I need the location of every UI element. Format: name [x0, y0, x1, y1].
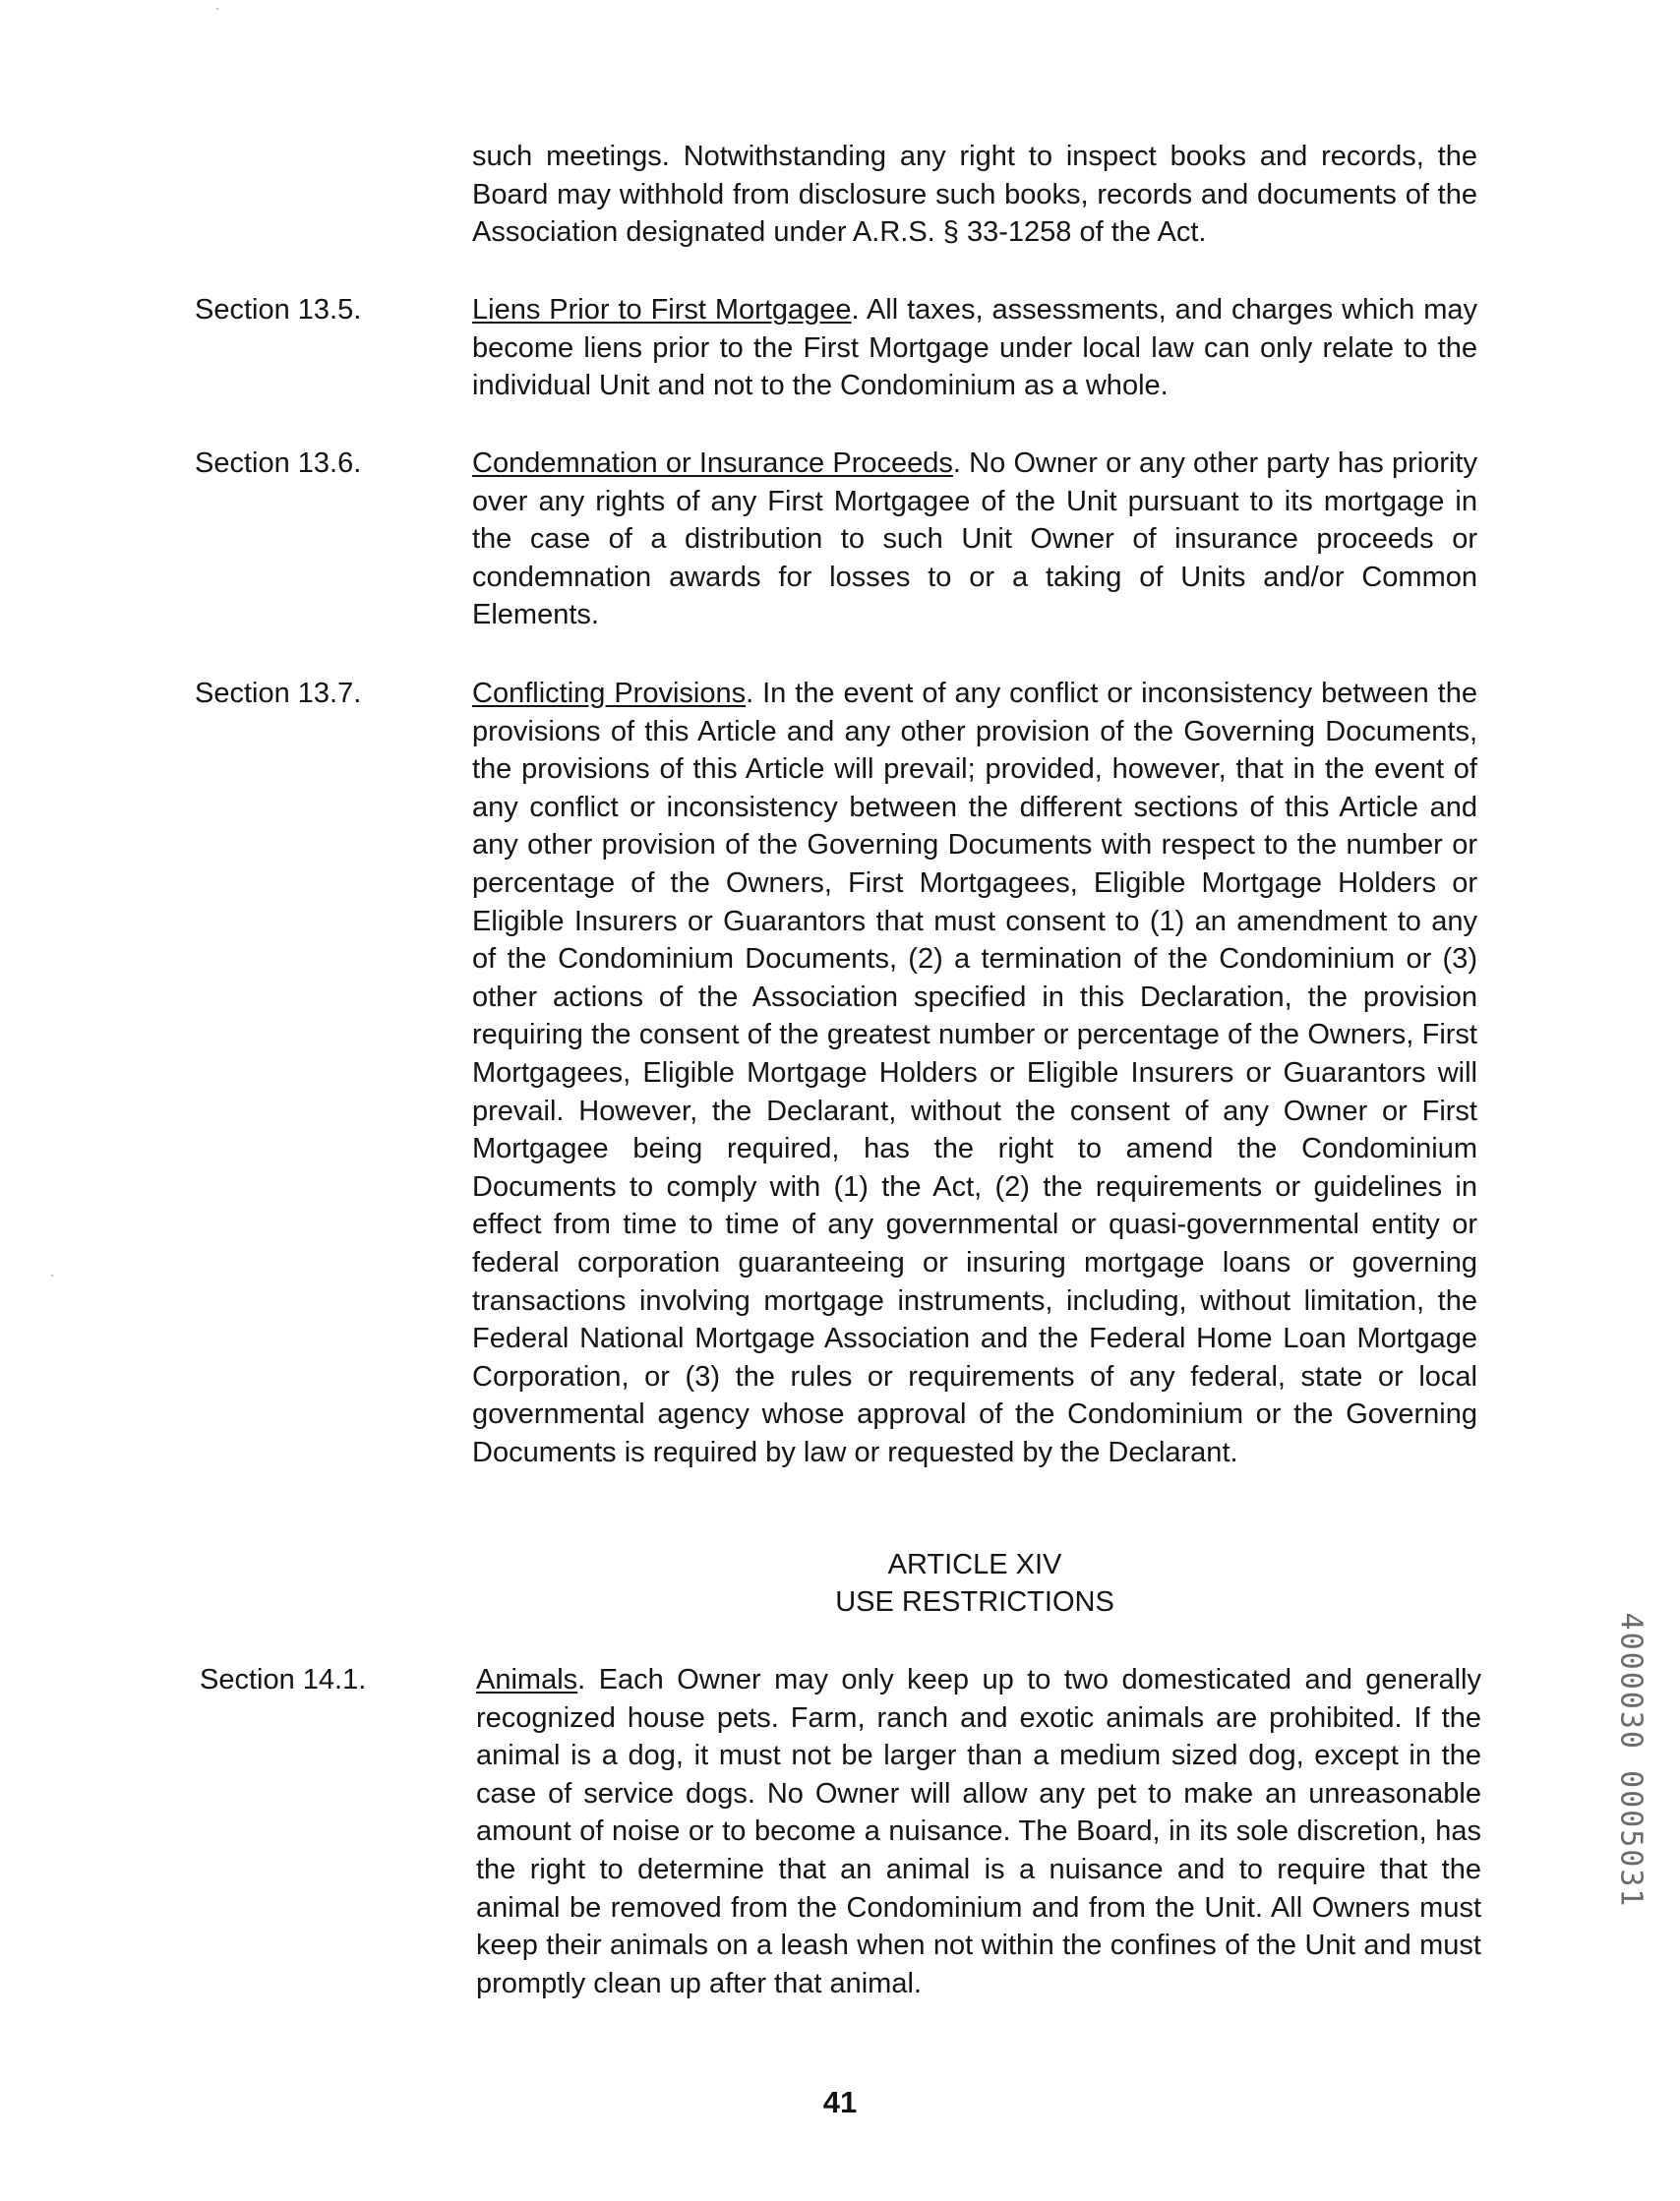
section-13-6-body: . No Owner or any other party has priority over any rights of any First Mortgagee of the Unit pursuant to its mortgage in the case of a distribution to such Unit Owner of insurance proceeds or condemnation awards for losses to or a taking of Units and/or Common Elements.: [472, 447, 1477, 631]
recording-stamp: [1611, 1574, 1650, 1947]
section-13-5-text: [472, 291, 1477, 405]
recording-stamp-text: 4000030 0005031: [1613, 1612, 1649, 1909]
page-number: 41: [822, 2085, 858, 2119]
intro-paragraph: such meetings. Notwithstanding any right to inspect books and records, the Board may withhold from disclosure such books, records and documents of the Association designated under A.R.S. § 33-1258 of the Act.: [472, 141, 1477, 249]
section-13-5-body: . All taxes, assessments, and charges which may become liens prior to the First Mortgage under local law can only relate to the individual Unit and not to the Condominium as a whole.: [472, 294, 1477, 402]
section-label-13-7: Section 13.7.: [195, 678, 362, 709]
scan-speck: [216, 8, 218, 10]
article-title: USE RESTRICTIONS: [835, 1586, 1114, 1618]
section-13-6-title: Condemnation or Insurance Proceeds: [472, 447, 953, 479]
section-13-7-text: [472, 675, 1477, 1471]
section-13-7-title: Conflicting Provisions: [472, 678, 747, 709]
section-label-14-1: Section 14.1.: [200, 1664, 367, 1695]
section-13-6-text: [472, 445, 1477, 634]
scan-speck: [51, 1275, 53, 1277]
section-13-7-body: . In the event of any conflict or inconsistency between the provisions of this Article and any other provision of the Governing Documents, the provisions of this Article will prevail; provided, however, that in the event of any conflict or inconsistency between the different sections of this Article and any other provision of the Governing Documents with respect to the number or percentage of the Owners, First Mortgagees, Eligible Mortgage Holders or Eligible Insurers or Guarantors that must consent to (1) an amendment to any of the Condominium Documents, (2) a termination of the Condominium or (3) other actions of the Association specified in this Declaration, the provision requiring the consent of the greatest number or percentage of the Owners, First Mortgagees, Eligible Mortgage Holders or Eligible Insurers or Guarantors will prevail. However, the Declarant, without the consent of any Owner or First Mortgagee being required, has the right to amend the Condominium Documents to comply with (1) the Act, (2) the requirements or guidelines in effect from time to time of any governmental or quasi-governmental entity or federal corporation guaranteeing or insuring mortgage loans or governing transactions involving mortgage instruments, including, without limitation, the Federal National Mortgage Association and the Federal Home Loan Mortgage Corporation, or (3) the rules or requirements of any federal, state or local governmental agency whose approval of the Condominium or the Governing Documents is required by law or requested by the Declarant.: [472, 678, 1477, 1468]
section-label-13-6: Section 13.6.: [195, 447, 362, 479]
section-14-1-body: . Each Owner may only keep up to two domesticated and generally recognized house pets. Farm, ranch and exotic animals are prohibited. If the animal is a dog, it must not be larger than a medium sized dog, except in the case of service dogs. No Owner will allow any pet to make an unreasonable amount of noise or to become a nuisance. The Board, in its sole discretion, has the right to determine that an animal is a nuisance and to require that the animal be removed from the Condominium and from the Unit. All Owners must keep their animals on a leash when not within the confines of the Unit and must promptly clean up after that animal.: [476, 1664, 1481, 1999]
section-13-5-title: Liens Prior to First Mortgagee: [472, 294, 852, 326]
article-number: ARTICLE XIV: [887, 1549, 1062, 1580]
section-14-1-text: [476, 1661, 1481, 2002]
section-14-1-title: Animals: [476, 1664, 578, 1695]
section-label-13-5: Section 13.5.: [195, 294, 362, 326]
